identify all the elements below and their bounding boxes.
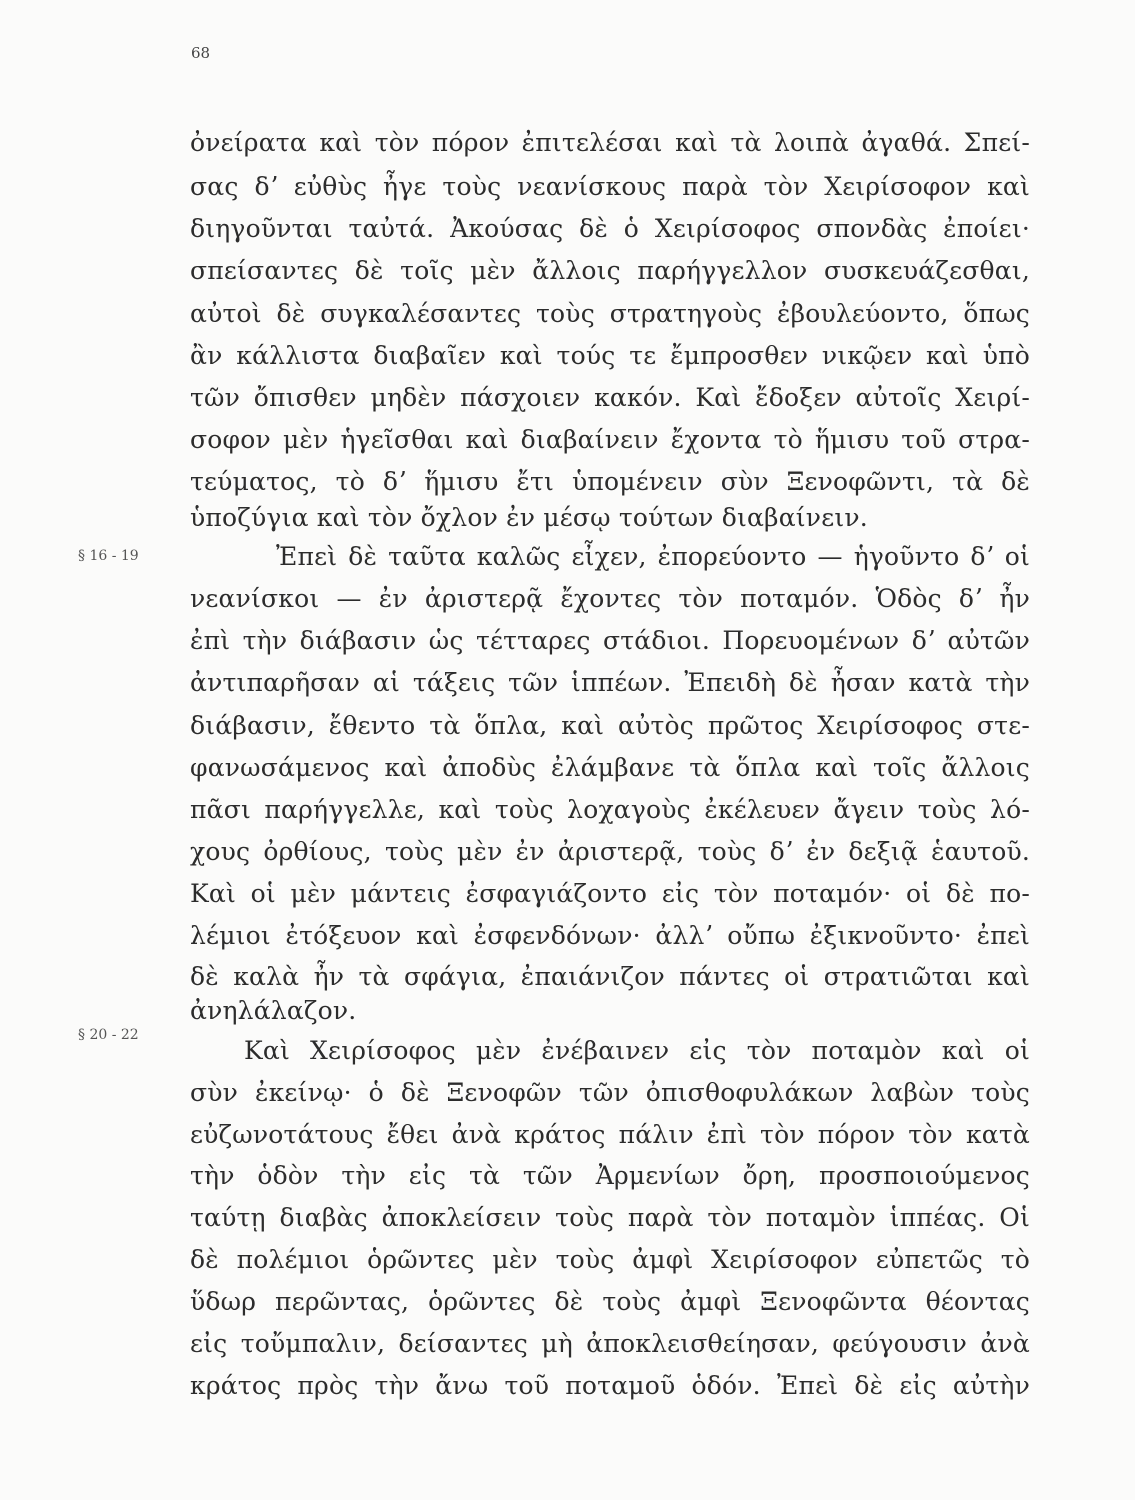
text-line: ὕδωρ περῶντας, ὁρῶντες δὲ τοὺς ἀμφὶ Ξενοφῶντα θέοντας [190,1287,1030,1316]
text-line: ὀνείρατα καὶ τὸν πόρον ἐπιτελέσαι καὶ τὰ λοιπὰ ἀγαθά. Σπεί- [190,128,1030,157]
text-line: χους ὀρθίους, τοὺς μὲν ἐν ἀριστερᾷ, τοὺς δʼ ἐν δεξιᾷ ἑαυτοῦ. [190,837,1030,866]
text-line: διάβασιν, ἔθεντο τὰ ὅπλα, καὶ αὐτὸς πρῶτος Χειρίσοφος στε- [190,711,1030,740]
text-line: τῶν ὄπισθεν μηδὲν πάσχοιεν κακόν. Καὶ ἔδοξεν αὐτοῖς Χειρί- [190,383,1030,412]
text-line: σοφον μὲν ἡγεῖσθαι καὶ διαβαίνειν ἔχοντα τὸ ἥμισυ τοῦ στρα- [190,425,1030,454]
text-line: λέμιοι ἐτόξευον καὶ ἐσφενδόνων· ἀλλʼ οὔπω ἐξικνοῦντο· ἐπεὶ [190,921,1030,950]
text-line: ἂν κάλλιστα διαβαῖεν καὶ τούς τε ἔμπροσθεν νικῷεν καὶ ὑπὸ [190,341,1030,370]
text-line: πᾶσι παρήγγελλε, καὶ τοὺς λοχαγοὺς ἐκέλευεν ἄγειν τοὺς λό- [190,795,1030,824]
text-line: τεύματος, τὸ δʼ ἥμισυ ἔτι ὑπομένειν σὺν Ξενοφῶντι, τὰ δὲ [190,467,1030,496]
text-line: νεανίσκοι — ἐν ἀριστερᾷ ἔχοντες τὸν ποταμόν. Ὁδὸς δʼ ἦν [190,584,1030,613]
text-line: ὑποζύγια καὶ τὸν ὄχλον ἐν μέσῳ τούτων διαβαίνειν. [190,503,868,532]
text-line: σας δʼ εὐθὺς ἦγε τοὺς νεανίσκους παρὰ τὸν Χειρίσοφον καὶ [190,172,1030,201]
text-line: δὲ πολέμιοι ὁρῶντες μὲν τοὺς ἀμφὶ Χειρίσοφον εὐπετῶς τὸ [190,1245,1030,1274]
text-line: ταύτῃ διαβὰς ἀποκλείσειν τοὺς παρὰ τὸν ποταμὸν ἱππέας. Οἱ [190,1203,1030,1232]
paragraph-start-line: Ἐπεὶ δὲ ταῦτα καλῶς εἶχεν, ἐπορεύοντο — ἡγοῦντο δʼ οἱ [276,542,1030,571]
text-line: αὐτοὶ δὲ συγκαλέσαντες τοὺς στρατηγοὺς ἐβουλεύοντο, ὅπως [190,299,1030,328]
text-line: ἐπὶ τὴν διάβασιν ὡς τέτταρες στάδιοι. Πορευομένων δʼ αὐτῶν [190,626,1030,655]
text-line: εὐζωνοτάτους ἔθει ἀνὰ κράτος πάλιν ἐπὶ τὸν πόρον τὸν κατὰ [190,1120,1030,1149]
text-line: φανωσάμενος καὶ ἀποδὺς ἐλάμβανε τὰ ὅπλα καὶ τοῖς ἄλλοις [190,753,1030,782]
margin-note-section-20-22: § 20 - 22 [78,1027,139,1043]
text-line: διηγοῦνται ταὐτά. Ἀκούσας δὲ ὁ Χειρίσοφος σπονδὰς ἐποίει· [190,214,1030,243]
text-line: τὴν ὁδὸν τὴν εἰς τὰ τῶν Ἀρμενίων ὄρη, προσποιούμενος [190,1161,1030,1190]
text-line: Καὶ οἱ μὲν μάντεις ἐσφαγιάζοντο εἰς τὸν ποταμόν· οἱ δὲ πο- [190,879,1030,908]
paragraph-start-line: Καὶ Χειρίσοφος μὲν ἐνέβαινεν εἰς τὸν ποταμὸν καὶ οἱ [244,1036,1030,1065]
text-line: ἀνηλάλαζον. [190,996,357,1025]
text-line: κράτος πρὸς τὴν ἄνω τοῦ ποταμοῦ ὁδόν. Ἐπεὶ δὲ εἰς αὐτὴν [190,1371,1030,1400]
text-line: εἰς τοὔμπαλιν, δείσαντες μὴ ἀποκλεισθείησαν, φεύγουσιν ἀνὰ [190,1329,1030,1358]
text-line: ἀντιπαρῆσαν αἱ τάξεις τῶν ἱππέων. Ἐπειδὴ δὲ ἦσαν κατὰ τὴν [190,668,1030,697]
text-line: σπείσαντες δὲ τοῖς μὲν ἄλλοις παρήγγελλον συσκευάζεσθαι, [190,256,1030,285]
margin-note-section-16-19: § 16 - 19 [78,548,139,564]
page-number: 68 [191,44,211,62]
text-line: δὲ καλὰ ἦν τὰ σφάγια, ἐπαιάνιζον πάντες οἱ στρατιῶται καὶ [190,962,1030,991]
text-line: σὺν ἐκείνῳ· ὁ δὲ Ξενοφῶν τῶν ὀπισθοφυλάκων λαβὼν τοὺς [190,1078,1030,1107]
